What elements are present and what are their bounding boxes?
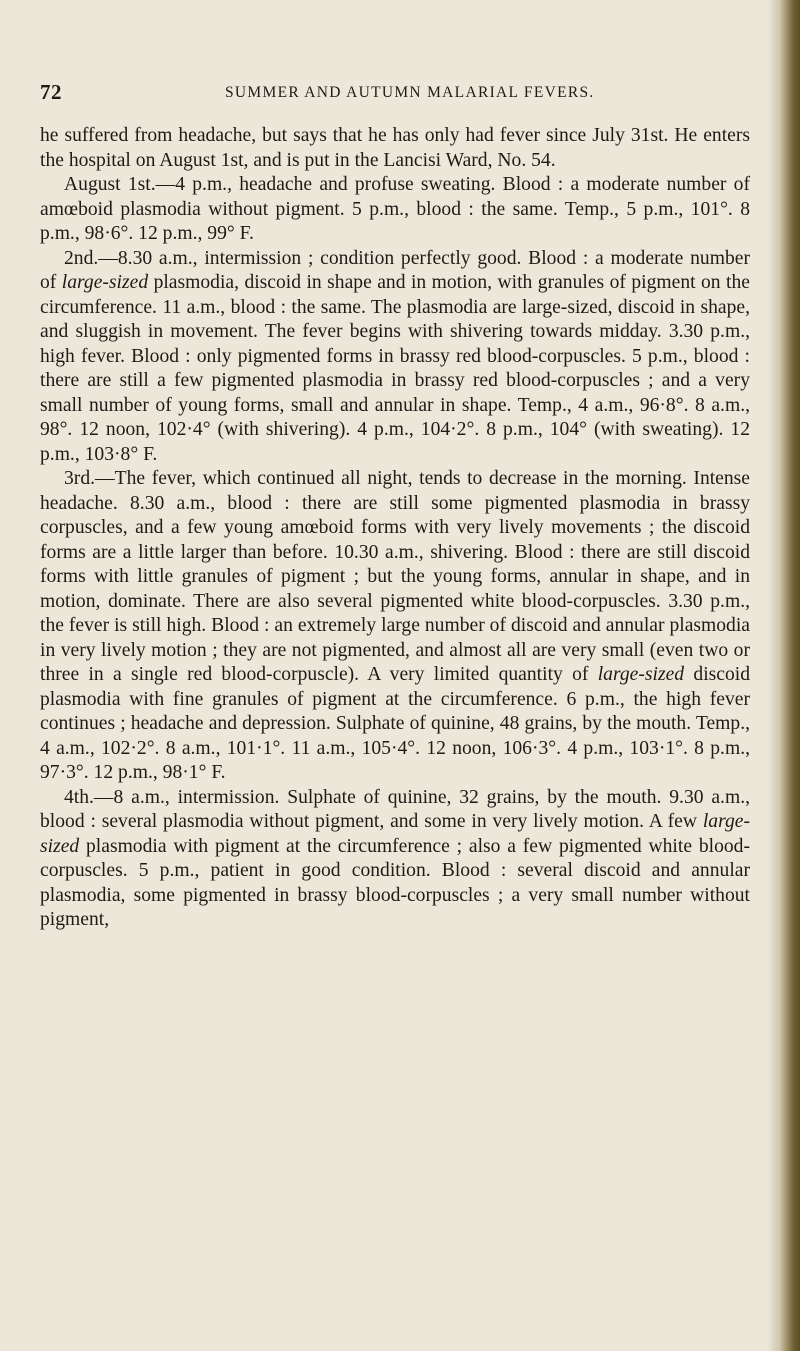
- paragraph: [40, 247, 750, 468]
- italic-text: large-sized: [61, 272, 149, 293]
- page-edge: [778, 0, 800, 1351]
- paragraph-text: August 1st.—4 p.m., headache and profuse sweating. Blood : a moderate number of amœboid plasmodia without pigment. 5 p.m., blood : the same. Temp., 5 p.m., 101°. 8 p.m., 98·6°. 12 p.m., 99° F.: [40, 174, 750, 244]
- paragraph: [40, 786, 750, 933]
- running-head: SUMMER AND AUTUMN MALARIAL FEVERS.: [225, 84, 595, 101]
- paragraph: [40, 467, 750, 786]
- page-number: 72: [40, 80, 62, 104]
- paragraph-text: plasmodia with pigment at the circumference ; also a few pigmented white blood-corpuscles. 5 p.m., patient in good condition. Blood : several discoid and annular plasmodia, some pigmented in brassy blood-corpuscles ; a very small number without pigment,: [40, 835, 750, 930]
- paragraph-text: 2nd.—8.30 a.m., intermission ; condition perfectly good. Blood : a moderate number of: [40, 247, 750, 293]
- paragraph-text: discoid plasmodia with fine granules of pigment at the circumference. 6 p.m., the high fever continues ; headache and depression. Sulphate of quinine, 48 grains, by the mouth. Temp., 4 a.m., 102·2°. 8 a.m., 101·1°. 11 a.m., 105·4°. 12 noon, 106·3°. 4 p.m., 103·1°. 8 p.m., 97·3°. 12 p.m., 98·1° F.: [40, 664, 750, 783]
- page-gutter-shadow: [768, 0, 778, 1351]
- italic-text: large-sized: [597, 664, 685, 685]
- body-text: [40, 124, 750, 933]
- paragraph-text: he suffered from headache, but says that he has only had fever since July 31st. He enters the hospital on August 1st, and is put in the Lancisi Ward, No. 54.: [40, 125, 750, 171]
- paragraph: [40, 173, 750, 247]
- paragraph-text: 4th.—8 a.m., intermission. Sulphate of quinine, 32 grains, by the mouth. 9.30 a.m., blood : several plasmodia without pigment, and some in very lively motion. A few: [40, 786, 750, 832]
- paragraph-text: plasmodia, discoid in shape and in motion, with granules of pigment on the circumference. 11 a.m., blood : the same. The plasmodia are large-sized, discoid in shape, and sluggish in movement. The fever begins with shivering towards midday. 3.30 p.m., high fever. Blood : only pigmented forms in brassy red blood-corpuscles. 5 p.m., blood : there are still a few pigmented plasmodia in brassy red blood-corpuscles ; and a very small number of young forms, small and annular in shape. Temp., 4 a.m., 96·8°. 8 a.m., 98°. 12 noon, 102·4° (with shivering). 4 p.m., 104·2°. 8 p.m., 104° (with sweating). 12 p.m., 103·8° F.: [40, 272, 750, 465]
- page-header: [40, 80, 745, 108]
- paragraph: [40, 124, 750, 173]
- paragraph-text: 3rd.—The fever, which continued all night, tends to decrease in the morning. Intense headache. 8.30 a.m., blood : there are still some pigmented plasmodia in brassy corpuscles, and a few young amœboid forms with very lively movements ; the discoid forms are a little larger than before. 10.30 a.m., shivering. Blood : there are still discoid forms with little granules of pigment ; but the young forms, annular in shape, and in motion, dominate. There are also several pigmented white blood-corpuscles. 3.30 p.m., the fever is still high. Blood : an extremely large number of discoid and annular plasmodia in very lively motion ; they are not pigmented, and almost all are very small (even two or three in a single red blood-corpuscle). A very limited quantity of: [40, 468, 750, 685]
- italic-text: large-sized: [40, 811, 750, 857]
